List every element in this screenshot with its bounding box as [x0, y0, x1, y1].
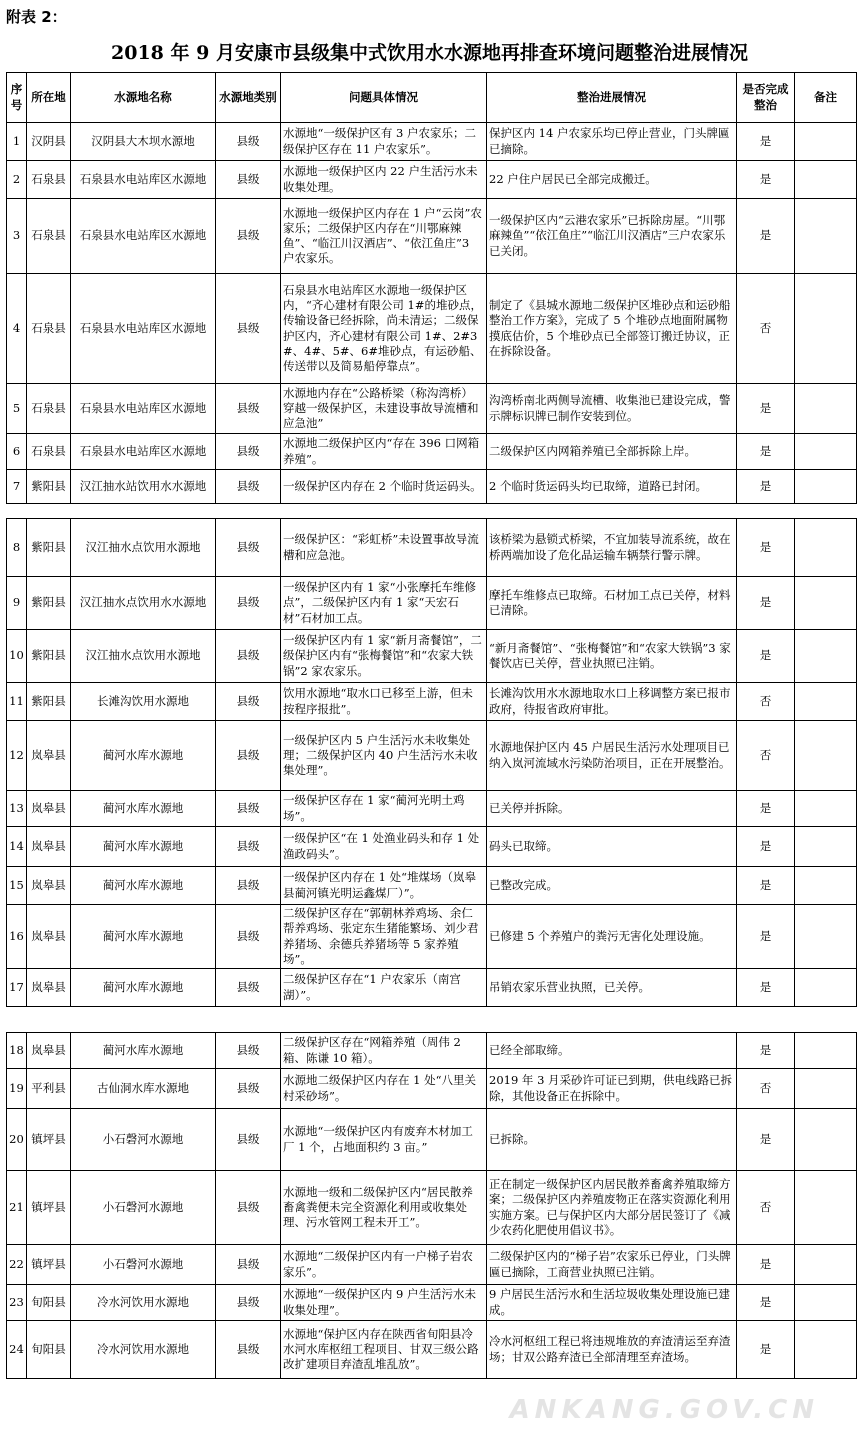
- cell-done: 否: [737, 683, 795, 721]
- cell-name: 蔺河水库水源地: [71, 867, 216, 905]
- cell-no: 2: [7, 161, 27, 199]
- cell-problem: 水源地内存在“公路桥梁（称沟湾桥）穿越一级保护区，未建设事故导流槽和应急池”: [281, 384, 487, 434]
- cell-type: 县级: [216, 1171, 281, 1245]
- cell-name: 蔺河水库水源地: [71, 905, 216, 969]
- cell-no: 21: [7, 1171, 27, 1245]
- cell-progress: 二级保护区内的“梯子岩”农家乐已停业，门头牌匾已摘除，工商营业执照已注销。: [487, 1245, 737, 1285]
- table-row: [7, 384, 857, 434]
- cell-done: 是: [737, 1245, 795, 1285]
- table-row: [7, 791, 857, 827]
- cell-problem: 水源地“一级保护区有 3 户农家乐；二级保护区存在 11 户农家乐”。: [281, 123, 487, 161]
- cell-type: 县级: [216, 519, 281, 577]
- column-header-note: 备注: [795, 73, 857, 123]
- cell-no: 17: [7, 969, 27, 1007]
- cell-note: [795, 384, 857, 434]
- cell-done: 是: [737, 969, 795, 1007]
- cell-county: 岚皋县: [27, 827, 71, 867]
- cell-county: 镇坪县: [27, 1109, 71, 1171]
- table-header-row: [7, 73, 857, 123]
- table-row: [7, 969, 857, 1007]
- table-row: [7, 1069, 857, 1109]
- cell-done: 是: [737, 161, 795, 199]
- cell-problem: 一级保护区内存在 2 个临时货运码头。: [281, 470, 487, 504]
- table-row: [7, 577, 857, 630]
- cell-no: 1: [7, 123, 27, 161]
- cell-progress: 码头已取缔。: [487, 827, 737, 867]
- cell-name: 冷水河饮用水源地: [71, 1285, 216, 1321]
- cell-problem: 水源地一级保护区内 22 户生活污水未收集处理。: [281, 161, 487, 199]
- cell-note: [795, 1285, 857, 1321]
- cell-name: 汉阴县大木坝水源地: [71, 123, 216, 161]
- cell-county: 平利县: [27, 1069, 71, 1109]
- cell-note: [795, 1069, 857, 1109]
- cell-county: 紫阳县: [27, 577, 71, 630]
- cell-name: 蔺河水库水源地: [71, 1033, 216, 1069]
- cell-county: 岚皋县: [27, 867, 71, 905]
- cell-type: 县级: [216, 123, 281, 161]
- table-row: [7, 1171, 857, 1245]
- cell-progress: 二级保护区内网箱养殖已全部拆除上岸。: [487, 434, 737, 470]
- cell-note: [795, 630, 857, 683]
- cell-progress: 已关停并拆除。: [487, 791, 737, 827]
- cell-problem: 二级保护区存在“网箱养殖（周伟 2 箱、陈谦 10 箱）。: [281, 1033, 487, 1069]
- table-row: [7, 274, 857, 384]
- cell-note: [795, 1171, 857, 1245]
- cell-done: 是: [737, 867, 795, 905]
- cell-county: 旬阳县: [27, 1321, 71, 1379]
- cell-type: 县级: [216, 434, 281, 470]
- cell-county: 岚皋县: [27, 905, 71, 969]
- cell-done: 是: [737, 1321, 795, 1379]
- cell-type: 县级: [216, 969, 281, 1007]
- table-row: [7, 867, 857, 905]
- table-row: [7, 123, 857, 161]
- cell-type: 县级: [216, 1245, 281, 1285]
- annex-label: 附表 2：: [6, 8, 67, 26]
- cell-problem: 水源地二级保护区内“存在 396 口网箱养殖”。: [281, 434, 487, 470]
- cell-type: 县级: [216, 683, 281, 721]
- cell-note: [795, 791, 857, 827]
- table-row: [7, 1245, 857, 1285]
- cell-name: 冷水河饮用水源地: [71, 1321, 216, 1379]
- cell-done: 是: [737, 905, 795, 969]
- cell-note: [795, 905, 857, 969]
- cell-name: 汉江抽水点饮用水水源地: [71, 577, 216, 630]
- cell-note: [795, 683, 857, 721]
- cell-done: 否: [737, 721, 795, 791]
- cell-done: 是: [737, 827, 795, 867]
- progress-table-part-3: [6, 1032, 857, 1379]
- cell-note: [795, 721, 857, 791]
- cell-name: 蔺河水库水源地: [71, 827, 216, 867]
- cell-problem: 水源地“保护区内存在陕西省旬阳县冷水河水库枢纽工程项目、甘双三级公路改扩建项目弃渣乱堆乱放”。: [281, 1321, 487, 1379]
- column-header-no: 序号: [7, 73, 27, 123]
- cell-note: [795, 577, 857, 630]
- cell-problem: 水源地“一级保护区内有废弃木材加工厂 1 个，占地面积约 3 亩。”: [281, 1109, 487, 1171]
- cell-problem: 一级保护区内有 1 家“新月斋餐馆”，二级保护区内有“张梅餐馆”和“农家大铁锅”2 家农家乐。: [281, 630, 487, 683]
- cell-note: [795, 519, 857, 577]
- cell-type: 县级: [216, 1321, 281, 1379]
- cell-no: 10: [7, 630, 27, 683]
- cell-no: 9: [7, 577, 27, 630]
- cell-county: 紫阳县: [27, 683, 71, 721]
- cell-problem: 二级保护区存在“1 户农家乐（南宫湖）”。: [281, 969, 487, 1007]
- cell-problem: 水源地一级保护区内存在 1 户“云岗”农家乐；二级保护区内存在“川鄂麻辣鱼”、“临江川汉酒店”、“依江鱼庄”3 户农家乐。: [281, 199, 487, 274]
- cell-progress: 22 户住户居民已全部完成搬迁。: [487, 161, 737, 199]
- progress-table-part-2: [6, 518, 857, 1007]
- table-row: [7, 1285, 857, 1321]
- cell-progress: 沟湾桥南北两侧导流槽、收集池已建设完成，警示牌标识牌已制作安装到位。: [487, 384, 737, 434]
- cell-note: [795, 161, 857, 199]
- cell-county: 石泉县: [27, 161, 71, 199]
- cell-no: 11: [7, 683, 27, 721]
- cell-no: 14: [7, 827, 27, 867]
- cell-type: 县级: [216, 1285, 281, 1321]
- cell-problem: 二级保护区存在“郭朝林养鸡场、余仁帮养鸡场、张定东生猪能繁场、刘少君养猪场、余德兵养猪场等 5 家养殖场”。: [281, 905, 487, 969]
- cell-note: [795, 470, 857, 504]
- cell-no: 8: [7, 519, 27, 577]
- cell-type: 县级: [216, 1109, 281, 1171]
- table-row: [7, 161, 857, 199]
- cell-problem: 饮用水源地“取水口已移至上游，但未按程序报批”。: [281, 683, 487, 721]
- cell-problem: 水源地二级保护区内存在 1 处“八里关村采砂场”。: [281, 1069, 487, 1109]
- cell-progress: 摩托车维修点已取缔。石材加工点已关停，材料已清除。: [487, 577, 737, 630]
- cell-no: 18: [7, 1033, 27, 1069]
- cell-name: 汉江抽水点饮用水源地: [71, 630, 216, 683]
- cell-done: 否: [737, 1069, 795, 1109]
- cell-done: 是: [737, 791, 795, 827]
- cell-type: 县级: [216, 384, 281, 434]
- cell-county: 岚皋县: [27, 969, 71, 1007]
- cell-note: [795, 827, 857, 867]
- column-header-name: 水源地名称: [71, 73, 216, 123]
- cell-progress: 一级保护区内“云港农家乐”已拆除房屋。“川鄂麻辣鱼”“依江鱼庄”“临江川汉酒店”三户农家乐已关闭。: [487, 199, 737, 274]
- cell-type: 县级: [216, 161, 281, 199]
- cell-type: 县级: [216, 791, 281, 827]
- cell-county: 岚皋县: [27, 721, 71, 791]
- cell-county: 石泉县: [27, 199, 71, 274]
- cell-problem: 一级保护区内有 1 家“小张摩托车维修点”，二级保护区内有 1 家“天宏石材”石材加工点。: [281, 577, 487, 630]
- cell-progress: 水源地保护区内 45 户居民生活污水处理项目已纳入岚河流域水污染防治项目，正在开展整治。: [487, 721, 737, 791]
- cell-no: 24: [7, 1321, 27, 1379]
- cell-done: 是: [737, 199, 795, 274]
- cell-county: 石泉县: [27, 274, 71, 384]
- cell-problem: 一级保护区内 5 户生活污水未收集处理；二级保护区内 40 户生活污水未收集处理”。: [281, 721, 487, 791]
- cell-note: [795, 199, 857, 274]
- column-header-progress: 整治进展情况: [487, 73, 737, 123]
- cell-name: 小石磬河水源地: [71, 1109, 216, 1171]
- cell-name: 石泉县水电站库区水源地: [71, 384, 216, 434]
- cell-done: 是: [737, 1033, 795, 1069]
- cell-progress: 长滩沟饮用水水源地取水口上移调整方案已报市政府，待报省政府审批。: [487, 683, 737, 721]
- cell-note: [795, 434, 857, 470]
- cell-no: 12: [7, 721, 27, 791]
- cell-type: 县级: [216, 1033, 281, 1069]
- cell-type: 县级: [216, 721, 281, 791]
- cell-progress: “新月斋餐馆”、“张梅餐馆”和“农家大铁锅”3 家餐饮店已关停，营业执照已注销。: [487, 630, 737, 683]
- site-watermark: ANKANG.GOV.CN: [509, 1395, 819, 1425]
- cell-done: 是: [737, 434, 795, 470]
- cell-problem: 水源地一级和二级保护区内“居民散养畜禽粪便未完全资源化利用或收集处理、污水管网工程未开工”。: [281, 1171, 487, 1245]
- cell-done: 是: [737, 123, 795, 161]
- cell-county: 紫阳县: [27, 630, 71, 683]
- cell-done: 否: [737, 1171, 795, 1245]
- cell-name: 石泉县水电站库区水源地: [71, 199, 216, 274]
- cell-no: 23: [7, 1285, 27, 1321]
- cell-type: 县级: [216, 630, 281, 683]
- table-row: [7, 434, 857, 470]
- cell-county: 汉阴县: [27, 123, 71, 161]
- table-row: [7, 630, 857, 683]
- cell-progress: 吊销农家乐营业执照，已关停。: [487, 969, 737, 1007]
- cell-note: [795, 123, 857, 161]
- cell-no: 16: [7, 905, 27, 969]
- cell-problem: 一级保护区存在 1 家“蔺河光明土鸡场”。: [281, 791, 487, 827]
- cell-type: 县级: [216, 905, 281, 969]
- cell-no: 20: [7, 1109, 27, 1171]
- cell-note: [795, 867, 857, 905]
- cell-done: 是: [737, 577, 795, 630]
- cell-name: 小石磬河水源地: [71, 1245, 216, 1285]
- cell-progress: 冷水河枢纽工程已将违规堆放的弃渣清运至弃渣场；甘双公路弃渣已全部清理至弃渣场。: [487, 1321, 737, 1379]
- column-header-county: 所在地: [27, 73, 71, 123]
- cell-type: 县级: [216, 470, 281, 504]
- cell-progress: 2 个临时货运码头均已取缔，道路已封闭。: [487, 470, 737, 504]
- cell-county: 镇坪县: [27, 1171, 71, 1245]
- table-row: [7, 827, 857, 867]
- cell-no: 3: [7, 199, 27, 274]
- cell-progress: 2019 年 3 月采砂许可证已到期，供电线路已拆除，其他设备正在拆除中。: [487, 1069, 737, 1109]
- table-row: [7, 721, 857, 791]
- cell-note: [795, 1109, 857, 1171]
- page-title: 2018 年 9 月安康市县级集中式饮用水水源地再排查环境问题整治进展情况: [111, 42, 748, 64]
- cell-done: 是: [737, 1285, 795, 1321]
- cell-name: 古仙洞水库水源地: [71, 1069, 216, 1109]
- column-header-type: 水源地类别: [216, 73, 281, 123]
- cell-progress: 9 户居民生活污水和生活垃圾收集处理设施已建成。: [487, 1285, 737, 1321]
- cell-done: 是: [737, 470, 795, 504]
- cell-no: 19: [7, 1069, 27, 1109]
- cell-no: 15: [7, 867, 27, 905]
- cell-no: 13: [7, 791, 27, 827]
- cell-problem: 一级保护区“在 1 处渔业码头和存 1 处渔政码头”。: [281, 827, 487, 867]
- table-row: [7, 199, 857, 274]
- cell-county: 旬阳县: [27, 1285, 71, 1321]
- column-header-problem: 问题具体情况: [281, 73, 487, 123]
- cell-no: 6: [7, 434, 27, 470]
- cell-note: [795, 969, 857, 1007]
- cell-name: 石泉县水电站库区水源地: [71, 434, 216, 470]
- cell-problem: 水源地“二级保护区内有一户梯子岩农家乐”。: [281, 1245, 487, 1285]
- cell-type: 县级: [216, 577, 281, 630]
- cell-county: 石泉县: [27, 434, 71, 470]
- cell-county: 石泉县: [27, 384, 71, 434]
- cell-no: 4: [7, 274, 27, 384]
- cell-name: 蔺河水库水源地: [71, 721, 216, 791]
- table-row: [7, 905, 857, 969]
- progress-table-part-1: [6, 72, 857, 504]
- cell-done: 是: [737, 384, 795, 434]
- cell-type: 县级: [216, 1069, 281, 1109]
- cell-note: [795, 1033, 857, 1069]
- cell-problem: 一级保护区内存在 1 处“堆煤场（岚皋县蔺河镇光明运鑫煤厂）”。: [281, 867, 487, 905]
- cell-done: 是: [737, 630, 795, 683]
- cell-name: 蔺河水库水源地: [71, 791, 216, 827]
- cell-progress: 制定了《县城水源地二级保护区堆砂点和运砂船整治工作方案》，完成了 5 个堆砂点地面附属物摸底估价，5 个堆砂点已全部签订搬迁协议，正在拆除设备。: [487, 274, 737, 384]
- table-row: [7, 1033, 857, 1069]
- table-row: [7, 1321, 857, 1379]
- cell-name: 汉江抽水站饮用水水源地: [71, 470, 216, 504]
- cell-name: 小石磬河水源地: [71, 1171, 216, 1245]
- cell-note: [795, 1245, 857, 1285]
- cell-problem: 水源地“一级保护区内 9 户生活污水未收集处理”。: [281, 1285, 487, 1321]
- cell-name: 石泉县水电站库区水源地: [71, 161, 216, 199]
- table-row: [7, 683, 857, 721]
- cell-type: 县级: [216, 867, 281, 905]
- cell-problem: 石泉县水电站库区水源地一级保护区内，“齐心建材有限公司 1#的堆砂点，传输设备已经拆除，尚未清运；二级保护区内，齐心建材有限公司 1#、2#3#、4#、5#、6#堆砂点，有运砂船、传送带以及简易船停靠点”。: [281, 274, 487, 384]
- cell-type: 县级: [216, 274, 281, 384]
- cell-name: 蔺河水库水源地: [71, 969, 216, 1007]
- table-row: [7, 470, 857, 504]
- cell-county: 岚皋县: [27, 1033, 71, 1069]
- cell-no: 5: [7, 384, 27, 434]
- cell-county: 紫阳县: [27, 470, 71, 504]
- table-row: [7, 1109, 857, 1171]
- cell-county: 镇坪县: [27, 1245, 71, 1285]
- cell-name: 长滩沟饮用水源地: [71, 683, 216, 721]
- cell-progress: 保护区内 14 户农家乐均已停止营业，门头牌匾已摘除。: [487, 123, 737, 161]
- cell-county: 紫阳县: [27, 519, 71, 577]
- cell-note: [795, 274, 857, 384]
- cell-progress: 正在制定一级保护区内居民散养畜禽养殖取缔方案；二级保护区内养殖废物正在落实资源化利用实施方案。已与保护区内大部分居民签订了《减少农药化肥使用倡议书》。: [487, 1171, 737, 1245]
- cell-name: 石泉县水电站库区水源地: [71, 274, 216, 384]
- cell-progress: 已修建 5 个养殖户的粪污无害化处理设施。: [487, 905, 737, 969]
- cell-done: 是: [737, 1109, 795, 1171]
- cell-progress: 该桥梁为悬锁式桥梁，不宜加装导流系统，故在桥两端加设了危化品运输车辆禁行警示牌。: [487, 519, 737, 577]
- cell-county: 岚皋县: [27, 791, 71, 827]
- cell-no: 7: [7, 470, 27, 504]
- cell-problem: 一级保护区：“彩虹桥”未设置事故导流槽和应急池。: [281, 519, 487, 577]
- cell-type: 县级: [216, 199, 281, 274]
- cell-done: 是: [737, 519, 795, 577]
- cell-progress: 已经全部取缔。: [487, 1033, 737, 1069]
- cell-name: 汉江抽水点饮用水源地: [71, 519, 216, 577]
- column-header-done: 是否完成整治: [737, 73, 795, 123]
- cell-progress: 已拆除。: [487, 1109, 737, 1171]
- cell-progress: 已整改完成。: [487, 867, 737, 905]
- cell-no: 22: [7, 1245, 27, 1285]
- cell-type: 县级: [216, 827, 281, 867]
- cell-done: 否: [737, 274, 795, 384]
- table-row: [7, 519, 857, 577]
- cell-note: [795, 1321, 857, 1379]
